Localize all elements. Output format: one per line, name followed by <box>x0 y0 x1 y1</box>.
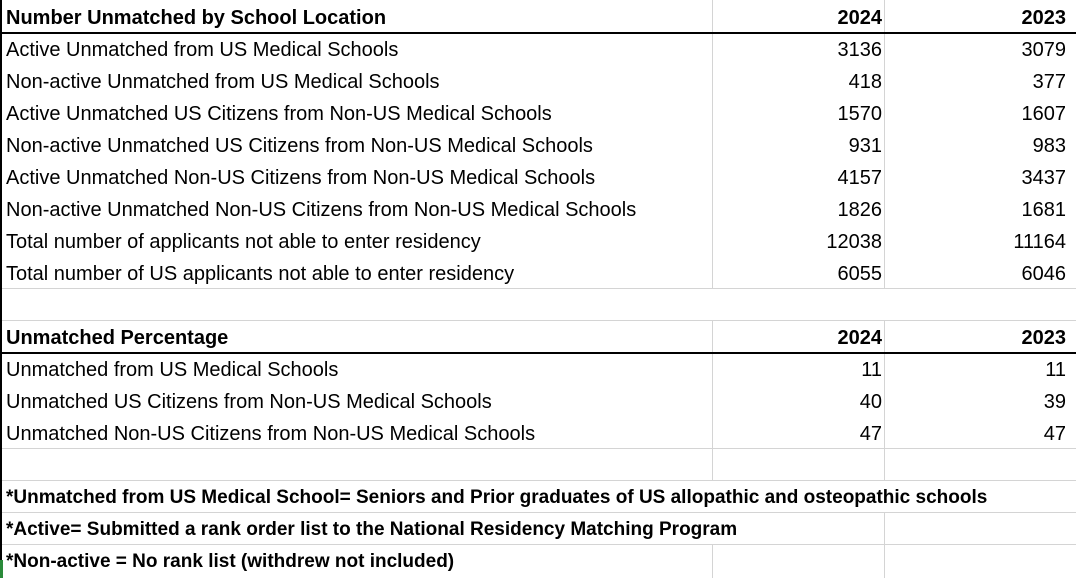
row-2023-value[interactable]: 11164 <box>1013 231 1066 253</box>
note-active-definition[interactable]: *Active= Submitted a rank order list to the National Residency Matching Program <box>6 519 738 540</box>
table-row <box>0 162 1076 194</box>
table-row <box>0 418 1076 450</box>
row-2024-value[interactable]: 3136 <box>837 39 882 61</box>
gridline <box>0 320 1076 321</box>
row-2023-value[interactable]: 6046 <box>1021 263 1066 285</box>
row-2023-value[interactable]: 983 <box>1032 135 1066 157</box>
row-2024-value[interactable]: 40 <box>859 391 882 413</box>
selection-marker <box>0 560 3 578</box>
row-2023-value[interactable]: 47 <box>1043 423 1066 445</box>
row-2023-value[interactable]: 3437 <box>1021 167 1066 189</box>
table-row <box>0 258 1076 290</box>
row-label[interactable]: Total number of applicants not able to enter residency <box>6 231 481 253</box>
row-2023-value[interactable]: 11 <box>1045 359 1066 381</box>
row-2023-value[interactable]: 3079 <box>1021 39 1066 61</box>
table-row <box>0 130 1076 162</box>
table2-header-2023[interactable]: 2023 <box>1021 327 1066 349</box>
note-nonactive-definition[interactable]: *Non-active = No rank list (withdrew not included) <box>6 551 455 572</box>
row-label[interactable]: Non-active Unmatched Non-US Citizens from Non-US Medical Schools <box>6 199 637 221</box>
table2-header-label[interactable]: Unmatched Percentage <box>6 327 229 349</box>
gridline <box>0 480 1076 481</box>
table1-header-2023[interactable]: 2023 <box>1021 7 1066 29</box>
row-2023-value[interactable]: 1681 <box>1021 199 1066 221</box>
note-row <box>0 514 1076 546</box>
row-2023-value[interactable]: 39 <box>1043 391 1066 413</box>
note-unmatched-definition[interactable]: *Unmatched from US Medical School= Seniors and Prior graduates of US allopathic and osteopathic schools <box>6 487 988 508</box>
table-row <box>0 98 1076 130</box>
row-2024-value[interactable]: 4157 <box>837 167 882 189</box>
left-border <box>0 0 2 578</box>
row-2024-value[interactable]: 47 <box>859 423 882 445</box>
note-row <box>0 546 1076 578</box>
row-2024-value[interactable]: 1826 <box>837 199 882 221</box>
row-label[interactable]: Active Unmatched from US Medical Schools <box>6 39 399 61</box>
table-row <box>0 66 1076 98</box>
row-label[interactable]: Total number of US applicants not able to enter residency <box>6 263 515 285</box>
note-row <box>0 482 1076 514</box>
table-row <box>0 34 1076 66</box>
row-label[interactable]: Non-active Unmatched US Citizens from Non-US Medical Schools <box>6 135 593 157</box>
row-label[interactable]: Active Unmatched Non-US Citizens from Non-US Medical Schools <box>6 167 596 189</box>
row-2023-value[interactable]: 1607 <box>1021 103 1066 125</box>
table-row <box>0 226 1076 258</box>
table1-header-row <box>0 2 1076 34</box>
row-2024-value[interactable]: 12038 <box>826 231 882 253</box>
row-label[interactable]: Non-active Unmatched from US Medical Schools <box>6 71 440 93</box>
table2-header-row <box>0 322 1076 354</box>
row-label[interactable]: Active Unmatched US Citizens from Non-US Medical Schools <box>6 103 552 125</box>
table1-header-label[interactable]: Number Unmatched by School Location <box>6 7 387 29</box>
row-label[interactable]: Unmatched Non-US Citizens from Non-US Medical Schools <box>6 423 536 445</box>
row-label[interactable]: Unmatched from US Medical Schools <box>6 359 339 381</box>
row-2024-value[interactable]: 931 <box>848 135 882 157</box>
table-row <box>0 194 1076 226</box>
table1-header-2024[interactable]: 2024 <box>837 7 882 29</box>
row-2024-value[interactable]: 1570 <box>837 103 882 125</box>
table2-header-2024[interactable]: 2024 <box>837 327 882 349</box>
row-2024-value[interactable]: 418 <box>848 71 882 93</box>
table-row <box>0 386 1076 418</box>
row-2024-value[interactable]: 6055 <box>837 263 882 285</box>
row-2023-value[interactable]: 377 <box>1032 71 1066 93</box>
row-label[interactable]: Unmatched US Citizens from Non-US Medical Schools <box>6 391 492 413</box>
table-row <box>0 354 1076 386</box>
row-2024-value[interactable]: 11 <box>861 359 882 381</box>
